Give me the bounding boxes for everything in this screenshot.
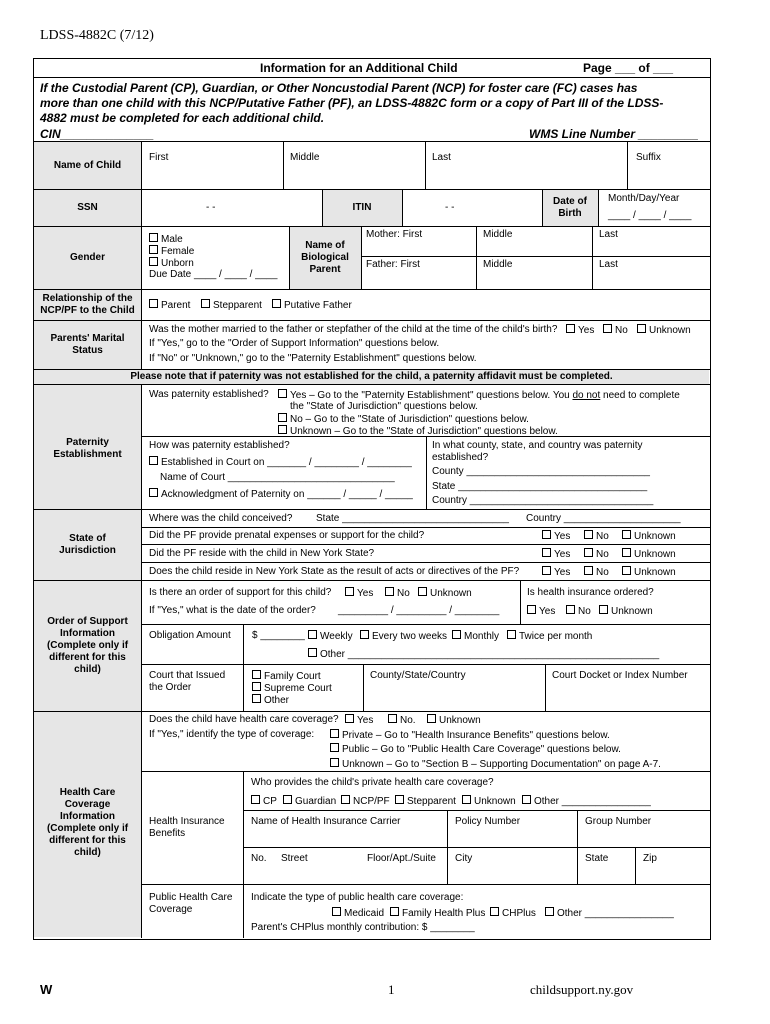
form-title: Information for an Additional Child (260, 61, 458, 75)
checkbox-icon[interactable] (599, 605, 608, 614)
checkbox-icon[interactable] (330, 743, 339, 752)
checkbox-icon[interactable] (637, 324, 646, 333)
paternity-county-field[interactable]: County _________________________________ (432, 466, 650, 477)
coverage-private-option[interactable]: Private – Go to "Health Insurance Benefits" questions below. (330, 729, 610, 742)
order-label-2: Information (60, 628, 115, 639)
paternity-no-option[interactable]: No – Go to the "State of Jurisdiction" questions below. (278, 413, 529, 426)
rule (598, 189, 599, 226)
address-state-field[interactable]: State (585, 853, 609, 864)
address-street-field[interactable]: Street (281, 853, 308, 864)
paternity-where-question-2: established? (432, 452, 489, 463)
bio-parent-label-1: Name of (305, 240, 345, 251)
checkbox-icon[interactable] (542, 566, 551, 575)
carrier-name-field[interactable]: Name of Health Insurance Carrier (251, 816, 401, 827)
rule (627, 141, 628, 189)
wms-line-number[interactable]: WMS Line Number _________ (529, 127, 699, 141)
public-other-option[interactable]: Other ________________ (545, 907, 674, 920)
medicaid-option[interactable]: Medicaid (332, 907, 384, 920)
monthly-option[interactable]: Monthly (452, 630, 499, 643)
order-label-1: Order of Support (47, 616, 128, 627)
paternity-yes-option[interactable]: Yes – Go to the "Paternity Establishment" questions below. You do not need to complete (278, 389, 680, 402)
paternity-label-1: Paternity (66, 437, 109, 448)
paternity-state-field[interactable]: State __________________________________ (432, 481, 648, 492)
rule (402, 189, 403, 226)
rule (361, 256, 710, 257)
address-number-field[interactable]: No. (251, 853, 267, 864)
address-zip-field[interactable]: Zip (643, 853, 657, 864)
coverage-unknown[interactable]: Unknown (427, 714, 481, 727)
gender-unborn-option[interactable]: Unborn (149, 257, 194, 270)
checkbox-icon[interactable] (149, 456, 158, 465)
paternity-country-field[interactable]: Country _________________________________ (432, 495, 654, 506)
rule (476, 226, 477, 289)
checkbox-icon[interactable] (584, 548, 593, 557)
checkbox-icon[interactable] (507, 630, 516, 639)
checkbox-icon[interactable] (545, 907, 554, 916)
mother-first-field[interactable]: Mother: First (366, 229, 423, 240)
coverage-identify: If "Yes," identify the type of coverage: (149, 729, 315, 740)
checkbox-icon[interactable] (149, 233, 158, 242)
rule (141, 527, 710, 528)
dob-format: Month/Day/Year (608, 193, 680, 204)
docket-number-field[interactable]: Court Docket or Index Number (552, 670, 688, 681)
rule (33, 711, 710, 712)
coverage-public-option[interactable]: Public – Go to "Public Health Care Coverage" questions below. (330, 743, 621, 756)
rule (141, 384, 142, 938)
rule (33, 189, 710, 190)
hi-yes[interactable]: Yes (527, 605, 555, 618)
rule (33, 580, 710, 581)
dob-label-2: Birth (558, 208, 582, 219)
rule (141, 884, 710, 885)
relationship-label-1: Relationship of the (42, 293, 133, 304)
conceived-country-field[interactable]: Country _____________________ (526, 513, 681, 524)
itin-label: ITIN (352, 202, 372, 213)
cin-field[interactable]: ______________ (60, 127, 155, 141)
address-city-field[interactable]: City (455, 853, 473, 864)
order-label-5: child) (74, 664, 101, 675)
policy-number-field[interactable]: Policy Number (455, 816, 521, 827)
rule (283, 141, 284, 189)
rule (545, 664, 546, 711)
rule (447, 810, 448, 884)
itin-field[interactable]: - - (445, 202, 455, 213)
gender-male-option[interactable]: Male (149, 233, 183, 246)
directive-question: Does the child reside in New York State as the result of acts or directives of the PF? (149, 566, 520, 577)
name-of-court-field[interactable]: Name of Court ______________________________ (160, 472, 395, 483)
obligation-label: Obligation Amount (149, 630, 231, 641)
directive-unknown[interactable]: Unknown (622, 566, 676, 579)
rule (363, 664, 364, 711)
court-issued-label-1: Court that Issued (149, 670, 226, 681)
father-first-field[interactable]: Father: First (366, 259, 420, 270)
paternity-note: Please note that if paternity was not established for the child, a paternity affidavit must be completed. (130, 371, 613, 382)
gender-female-option[interactable]: Female (149, 245, 194, 258)
paternity-unknown-option[interactable]: Unknown – Go to the "State of Jurisdiction" questions below. (278, 425, 558, 438)
directive-no[interactable]: No (584, 566, 609, 579)
every-two-weeks-option[interactable]: Every two weeks (360, 630, 447, 643)
health-label-4: (Complete only if (46, 823, 129, 834)
hib-label-1: Health Insurance (149, 816, 225, 827)
order-date-question: If "Yes," what is the date of the order? (149, 605, 316, 616)
rule (141, 141, 142, 369)
name-of-child-label: Name of Child (53, 160, 122, 171)
weekly-option[interactable]: Weekly (308, 630, 353, 643)
checkbox-icon[interactable] (385, 587, 394, 596)
acknowledgment-option[interactable]: Acknowledgment of Paternity on ______ / _____ / _____ (149, 488, 413, 501)
checkbox-icon[interactable] (603, 324, 612, 333)
mother-middle-field[interactable]: Middle (483, 229, 513, 240)
page-number: 1 (388, 982, 395, 997)
rule (33, 77, 710, 78)
form-code: LDSS-4882C (7/12) (40, 28, 154, 43)
rule (520, 580, 521, 624)
checkbox-icon[interactable] (278, 389, 287, 398)
marital-label-1: Parents' Marital (50, 333, 125, 344)
jurisdiction-label-2: Jurisdiction (59, 545, 116, 556)
coverage-yes[interactable]: Yes (345, 714, 373, 727)
checkbox-icon[interactable] (390, 907, 399, 916)
coverage-question: Does the child have health care coverage? (149, 714, 339, 725)
health-label-5: different for this (49, 835, 126, 846)
checkbox-icon[interactable] (462, 795, 471, 804)
rule (33, 141, 710, 142)
father-middle-field[interactable]: Middle (483, 259, 513, 270)
order-date-field[interactable]: _________ / _________ / ________ (338, 605, 500, 616)
rule (33, 369, 710, 370)
conceived-question: Where was the child conceived? (149, 513, 293, 524)
family-health-plus-option[interactable]: Family Health Plus (390, 907, 485, 920)
checkbox-icon[interactable] (149, 488, 158, 497)
page-label: Page ___ of ___ (583, 61, 674, 75)
reside-question: Did the PF reside with the child in New York State? (149, 548, 375, 559)
checkbox-icon[interactable] (283, 795, 292, 804)
order-no[interactable]: No (385, 587, 410, 600)
checkbox-icon[interactable] (584, 530, 593, 539)
prenatal-question: Did the PF provide prenatal expenses or support for the child? (149, 530, 425, 541)
rule (141, 544, 710, 545)
hib-label-2: Benefits (149, 828, 186, 839)
marital-label-2: Status (72, 345, 103, 356)
footer-website: childsupport.ny.gov (530, 982, 634, 997)
checkbox-icon[interactable] (252, 670, 261, 679)
rule (33, 509, 710, 510)
prenatal-yes[interactable]: Yes (542, 530, 570, 543)
rule (33, 320, 710, 321)
prenatal-no[interactable]: No (584, 530, 609, 543)
rule (243, 847, 710, 848)
checkbox-icon[interactable] (418, 587, 427, 596)
public-coverage-label-1: Public Health Care (149, 892, 233, 903)
checkbox-icon[interactable] (308, 648, 317, 657)
order-label-4: different for this (49, 652, 126, 663)
checkbox-icon[interactable] (622, 530, 631, 539)
checkbox-icon[interactable] (622, 548, 631, 557)
marital-no-option[interactable]: No (603, 324, 628, 337)
rule (425, 141, 426, 189)
checkbox-icon[interactable] (272, 299, 281, 308)
checkbox-icon[interactable] (252, 682, 261, 691)
mother-last-field[interactable]: Last (599, 229, 618, 240)
paternity-where-question-1: In what county, state, and country was paternity (432, 440, 643, 451)
paternity-question: Was paternity established? (149, 389, 269, 400)
checkbox-icon[interactable] (584, 566, 593, 575)
due-date-field[interactable]: Due Date ____ / ____ / ____ (149, 269, 278, 280)
rule (141, 771, 710, 772)
rule (141, 624, 710, 625)
suffix-field[interactable]: Suffix (636, 152, 661, 163)
bio-parent-label-3: Parent (309, 264, 341, 275)
checkbox-icon[interactable] (566, 605, 575, 614)
relationship-label-2: NCP/PF to the Child (40, 305, 135, 316)
checkbox-icon[interactable] (427, 714, 436, 723)
checkbox-icon[interactable] (345, 714, 354, 723)
directive-yes[interactable]: Yes (542, 566, 570, 579)
health-label-3: Information (60, 811, 115, 822)
marital-unknown-option[interactable]: Unknown (637, 324, 691, 337)
dob-field[interactable]: ____ / ____ / ____ (608, 210, 692, 221)
county-state-country-field[interactable]: County/State/Country (370, 670, 466, 681)
marital-question: Was the mother married to the father or stepfather of the child at the time of the child's birth? (149, 324, 558, 335)
provider-cp[interactable]: CP (251, 795, 277, 808)
middle-name-field[interactable]: Middle (290, 152, 320, 163)
bio-parent-label-2: Biological (301, 252, 349, 263)
rule (33, 226, 710, 227)
rule (33, 289, 710, 290)
dob-label-1: Date of (553, 196, 587, 207)
checkbox-icon[interactable] (308, 630, 317, 639)
conceived-state-field[interactable]: State ______________________________ (316, 513, 509, 524)
rule (243, 771, 244, 938)
twice-per-month-option[interactable]: Twice per month (507, 630, 592, 643)
first-name-field[interactable]: First (149, 152, 169, 163)
hi-ordered-question: Is health insurance ordered? (527, 587, 654, 598)
health-label-2: Coverage (64, 799, 111, 810)
reside-yes[interactable]: Yes (542, 548, 570, 561)
supreme-court-option[interactable]: Supreme Court (252, 682, 332, 695)
ssn-field[interactable]: - - (206, 202, 216, 213)
checkbox-icon[interactable] (452, 630, 461, 639)
provider-ncp[interactable]: NCP/PF (341, 795, 390, 808)
order-label-3: (Complete only if (46, 640, 129, 651)
relationship-putative-option[interactable]: Putative Father (272, 299, 352, 312)
obligation-other-option[interactable]: Other ________________________________________________________ (308, 648, 659, 661)
provider-other[interactable]: Other ________________ (522, 795, 651, 808)
gender-label: Gender (69, 252, 105, 263)
marital-if-no: If "No" or "Unknown," go to the "Paternity Establishment" questions below. (149, 353, 477, 364)
provider-guardian[interactable]: Guardian (283, 795, 336, 808)
rule (33, 384, 710, 385)
checkbox-icon[interactable] (341, 795, 350, 804)
hi-unknown[interactable]: Unknown (599, 605, 653, 618)
order-unknown[interactable]: Unknown (418, 587, 472, 600)
order-yes[interactable]: Yes (345, 587, 373, 600)
instructions-line-3: 4882 must be completed for each additional child. (40, 111, 325, 125)
footer-mark: W (40, 982, 53, 997)
checkbox-icon[interactable] (542, 530, 551, 539)
rule (243, 810, 710, 811)
address-floor-field[interactable]: Floor/Apt./Suite (367, 853, 436, 864)
cin-label: CIN______________ (40, 127, 155, 141)
checkbox-icon[interactable] (251, 795, 260, 804)
checkbox-icon[interactable] (542, 548, 551, 557)
checkbox-icon[interactable] (527, 605, 536, 614)
group-number-field[interactable]: Group Number (585, 816, 652, 827)
court-issued-label-2: the Order (149, 682, 192, 693)
instructions-line-1: If the Custodial Parent (CP), Guardian, or Other Noncustodial Parent (NCP) for foster care (FC) cases has (40, 81, 638, 95)
marital-if-yes: If "Yes," go to the "Order of Support Information" questions below. (149, 338, 440, 349)
hi-no[interactable]: No (566, 605, 591, 618)
health-label-6: child) (74, 847, 101, 858)
rule (635, 847, 636, 884)
prenatal-unknown[interactable]: Unknown (622, 530, 676, 543)
checkbox-icon[interactable] (201, 299, 210, 308)
checkbox-icon[interactable] (332, 907, 341, 916)
public-type-question: Indicate the type of public health care coverage: (251, 892, 464, 903)
coverage-no[interactable]: No. (388, 714, 416, 727)
coverage-unknown-option[interactable]: Unknown – Go to "Section B – Supporting Documentation" on page A-7. (330, 758, 661, 771)
family-court-option[interactable]: Family Court (252, 670, 321, 683)
checkbox-icon[interactable] (278, 425, 287, 434)
rule (361, 226, 362, 289)
health-label-1: Health Care (59, 787, 116, 798)
checkbox-icon[interactable] (395, 795, 404, 804)
provider-question: Who provides the child's private health care coverage? (251, 777, 494, 788)
checkbox-icon[interactable] (330, 729, 339, 738)
court-other-option[interactable]: Other (252, 694, 289, 707)
ssn-label: SSN (77, 202, 98, 213)
provider-unknown[interactable]: Unknown (462, 795, 516, 808)
checkbox-icon[interactable] (149, 245, 158, 254)
checkbox-icon[interactable] (566, 324, 575, 333)
paternity-how-question: How was paternity established? (149, 440, 290, 451)
chplus-option[interactable]: CHPlus (490, 907, 536, 920)
jurisdiction-label-1: State of (69, 533, 106, 544)
rule (592, 226, 593, 289)
public-coverage-label-2: Coverage (149, 904, 193, 915)
order-question: Is there an order of support for this child? (149, 587, 332, 598)
checkbox-icon[interactable] (522, 795, 531, 804)
checkbox-icon[interactable] (149, 257, 158, 266)
checkbox-icon[interactable] (278, 413, 287, 422)
checkbox-icon[interactable] (622, 566, 631, 575)
reside-no[interactable]: No (584, 548, 609, 561)
rule (141, 664, 710, 665)
obligation-amount-field[interactable]: $ ________ (252, 630, 305, 641)
chplus-contribution-field[interactable]: Parent's CHPlus monthly contribution: $ ________ (251, 922, 475, 933)
father-last-field[interactable]: Last (599, 259, 618, 270)
checkbox-icon[interactable] (330, 758, 339, 767)
rule (243, 624, 244, 711)
checkbox-icon[interactable] (360, 630, 369, 639)
relationship-stepparent-option[interactable]: Stepparent (201, 299, 262, 312)
instructions-line-2: more than one child with this NCP/Putative Father (PF), an LDSS-4882C form or a copy of Part III of the LDSS- (40, 96, 664, 110)
paternity-yes-continuation: the "State of Jurisdiction" questions below. (290, 401, 478, 412)
reside-unknown[interactable]: Unknown (622, 548, 676, 561)
checkbox-icon[interactable] (388, 714, 397, 723)
rule (141, 562, 710, 563)
checkbox-icon[interactable] (490, 907, 499, 916)
rule (426, 436, 427, 509)
provider-stepparent[interactable]: Stepparent (395, 795, 456, 808)
checkbox-icon[interactable] (149, 299, 158, 308)
checkbox-icon[interactable] (252, 694, 261, 703)
checkbox-icon[interactable] (345, 587, 354, 596)
established-in-court-option[interactable]: Established in Court on _______ / ________ / ________ (149, 456, 412, 469)
rule (577, 810, 578, 884)
relationship-parent-option[interactable]: Parent (149, 299, 190, 312)
last-name-field[interactable]: Last (432, 152, 451, 163)
marital-yes-option[interactable]: Yes (566, 324, 594, 337)
paternity-label-2: Establishment (53, 449, 122, 460)
